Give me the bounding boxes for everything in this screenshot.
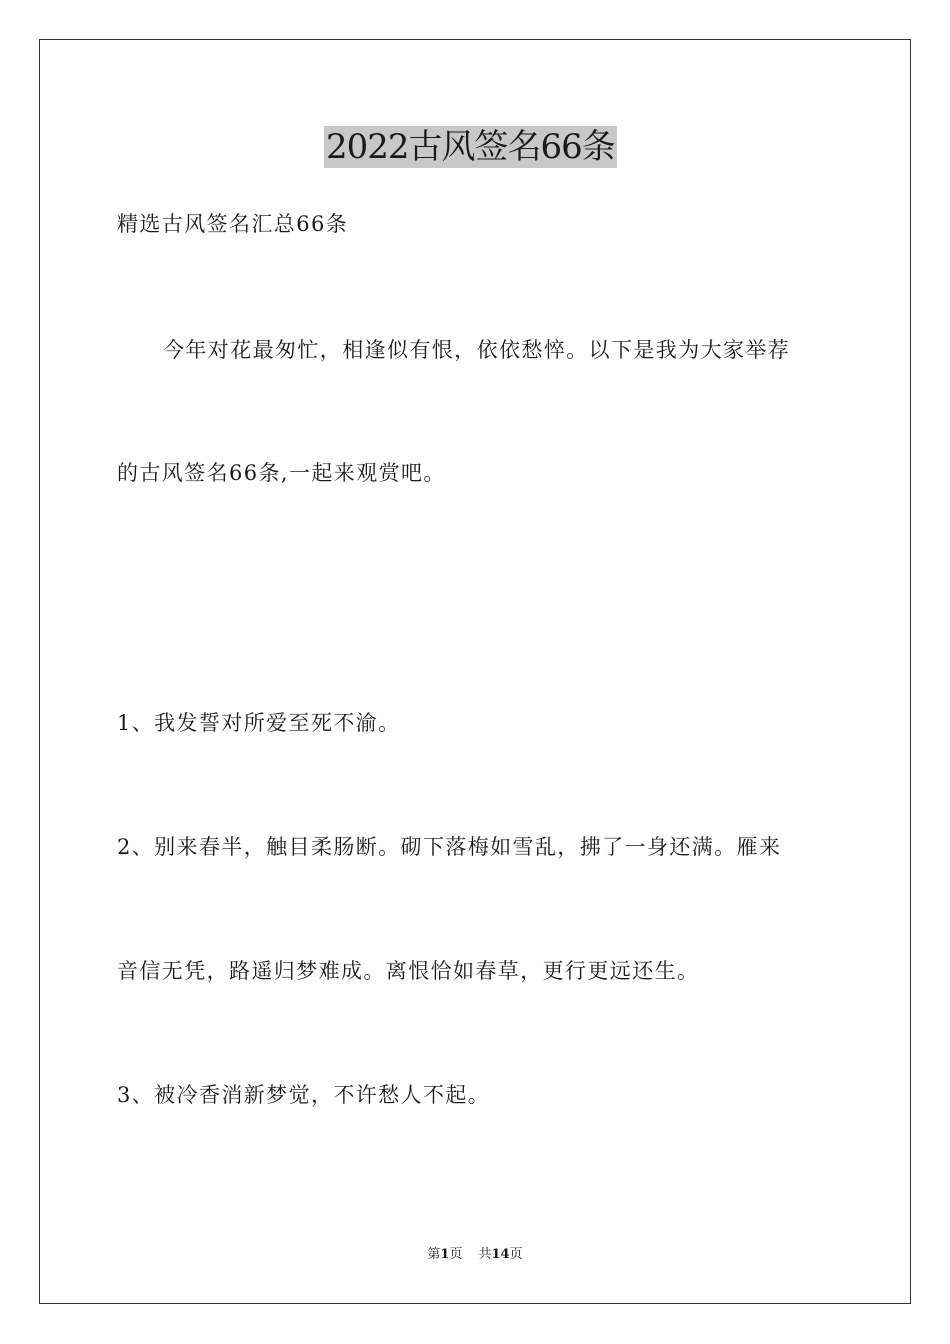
footer-total-pages: 14 [491, 1247, 510, 1262]
list-item-2-line-2: 音信无凭，路遥归梦难成。离恨恰如春草，更行更远还生。 [117, 959, 700, 983]
footer-page-prefix: 第 [427, 1247, 441, 1262]
intro-paragraph-line-2: 的古风签名66条,一起来观赏吧。 [117, 461, 446, 485]
footer-page-suffix: 页 [449, 1247, 463, 1262]
footer-total-suffix: 页 [509, 1247, 523, 1262]
page-footer [0, 1246, 950, 1264]
document-subtitle: 精选古风签名汇总66条 [117, 212, 349, 236]
footer-total-prefix: 共 [478, 1247, 492, 1262]
list-item-2-line-1: 2、别来春半，触目柔肠断。砌下落梅如雪乱，拂了一身还满。雁来 [117, 835, 782, 859]
list-item-3: 3、被冷香消新梦觉，不许愁人不起。 [117, 1083, 491, 1107]
document-title: 2022古风签名66条 [326, 127, 615, 167]
list-item-1: 1、我发誓对所爱至死不渝。 [117, 711, 401, 735]
footer-page-number: 1 [440, 1247, 450, 1262]
intro-paragraph-line-1: 今年对花最匆忙，相逢似有恨，依依愁悴。以下是我为大家举荐 [163, 338, 791, 362]
